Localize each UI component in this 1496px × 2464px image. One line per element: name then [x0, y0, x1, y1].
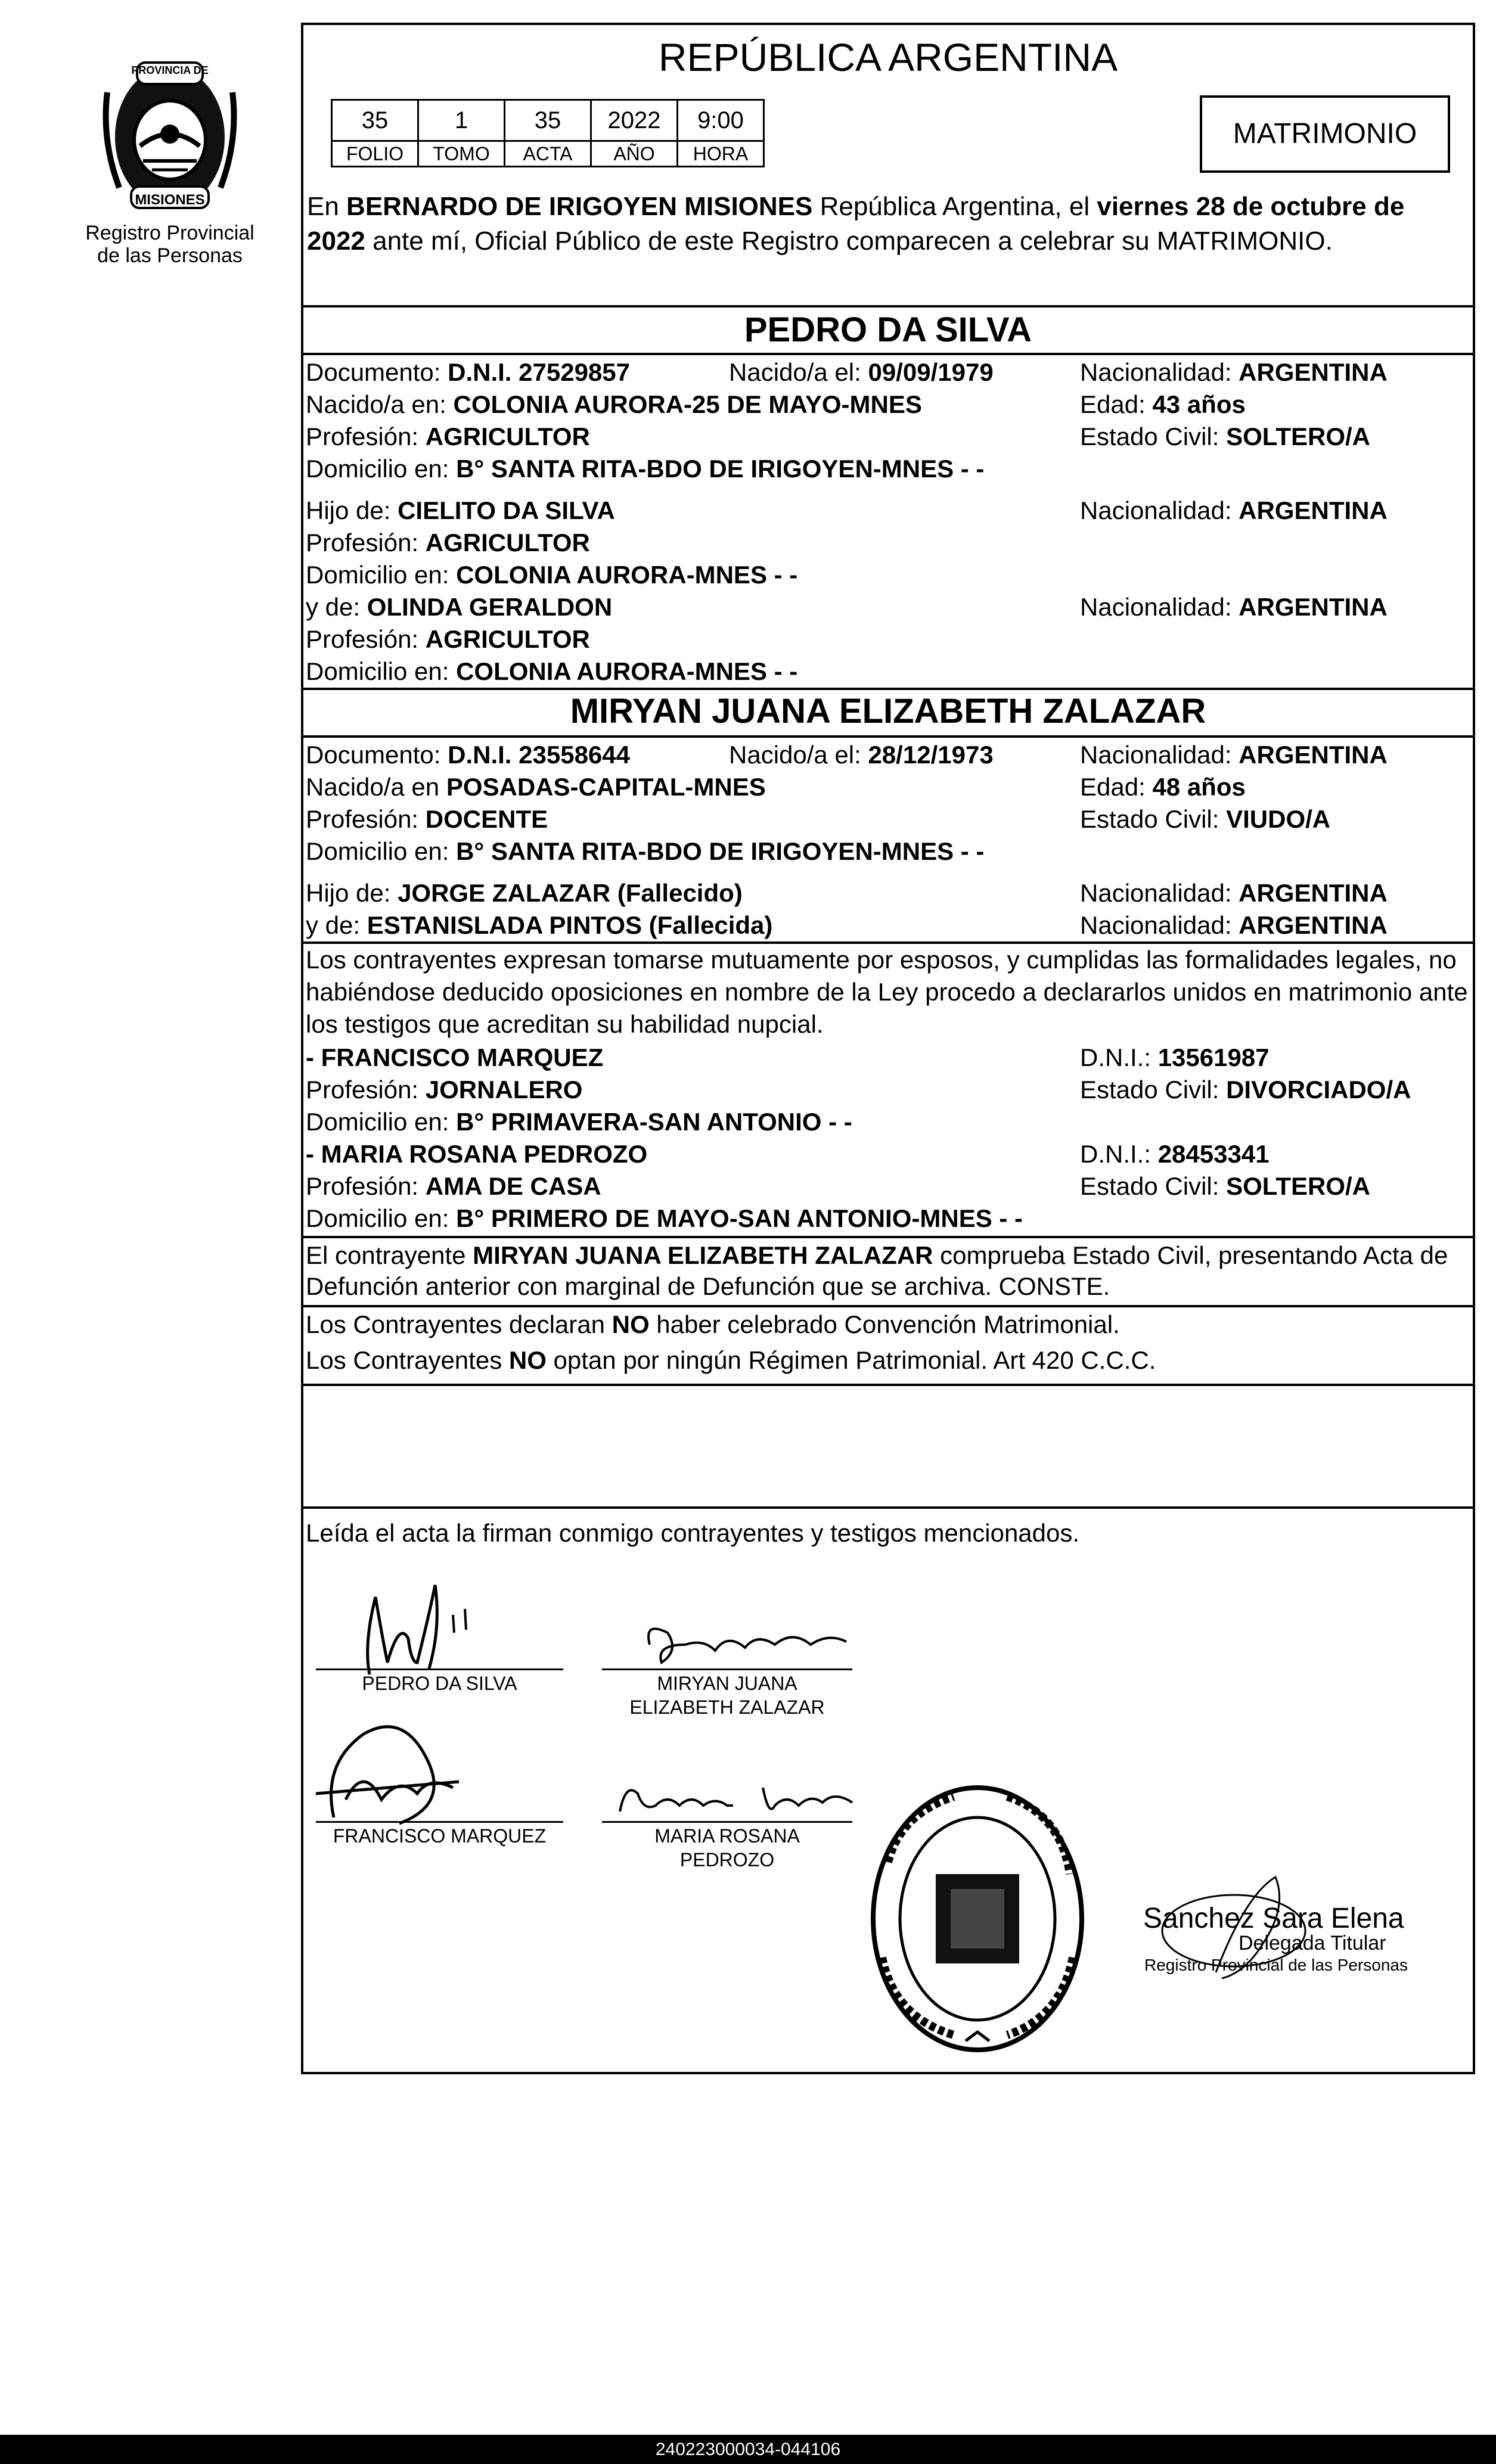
- bride-nationality: Nacionalidad: ARGENTINA: [1080, 741, 1388, 769]
- groom-mother-address: Domicilio en: COLONIA AURORA-MNES - -: [306, 657, 798, 685]
- registry-name-line1: Registro Provincial: [85, 222, 254, 244]
- page-title: REPÚBLICA ARGENTINA: [658, 35, 1118, 79]
- official-stamp: [864, 1779, 1091, 2059]
- document-barcode-id: 240223000034-044106: [0, 2435, 1496, 2464]
- acta-label: ACTA: [505, 141, 591, 167]
- groom-civil-status: Estado Civil: SOLTERO/A: [1080, 422, 1370, 450]
- bride-civil-status: Estado Civil: VIUDO/A: [1080, 805, 1331, 833]
- note-line-1: El contrayente MIRYAN JUANA ELIZABETH ZALAZAR comprueba Estado Civil, presentando Acta de: [306, 1241, 1448, 1269]
- registry-seal-text-bottom: MISIONES: [135, 192, 205, 208]
- officer-role: Delegada Titular: [1239, 1932, 1386, 1955]
- witness-1-name: - FRANCISCO MARQUEZ: [306, 1043, 604, 1071]
- groom-mother-profession: Profesión: AGRICULTOR: [306, 625, 590, 653]
- regime-line-2: Los Contrayentes NO optan por ningún Régimen Patrimonial. Art 420 C.C.C.: [306, 1346, 1156, 1374]
- signature-name-2a: MIRYAN JUANA: [657, 1673, 797, 1694]
- closing-text: Leída el acta la firman conmigo contrayentes y testigos mencionados.: [306, 1519, 1080, 1547]
- bride-signature: [638, 1609, 864, 1674]
- witness-1-signature: [310, 1716, 483, 1835]
- groom-father-address: Domicilio en: COLONIA AURORA-MNES - -: [306, 561, 798, 589]
- note-line-2: Defunción anterior con marginal de Defunción que se archiva. CONSTE.: [306, 1272, 1110, 1300]
- groom-mother-nationality: Nacionalidad: ARGENTINA: [1080, 593, 1388, 621]
- bride-mother: y de: ESTANISLADA PINTOS (Fallecida): [306, 911, 773, 939]
- groom-birthplace: Nacido/a en: COLONIA AURORA-25 DE MAYO-MNES: [306, 390, 922, 418]
- witness-2-signature: [614, 1770, 876, 1829]
- bride-document: Documento: D.N.I. 23558644: [306, 741, 630, 769]
- signature-name-3: FRANCISCO MARQUEZ: [333, 1825, 547, 1847]
- declaration-line-2: habiéndose deducido oposiciones en nombre de la Ley procedo a declararlos unidos en matrimonio ante: [306, 978, 1468, 1006]
- groom-age: Edad: 43 años: [1080, 390, 1246, 418]
- bride-father-nationality: Nacionalidad: ARGENTINA: [1080, 879, 1388, 907]
- groom-profession: Profesión: AGRICULTOR: [306, 422, 590, 450]
- bride-father: Hijo de: JORGE ZALAZAR (Fallecido): [306, 879, 743, 907]
- tomo-label: TOMO: [418, 141, 505, 167]
- hora-label: HORA: [678, 141, 764, 167]
- witness-1-civil-status: Estado Civil: DIVORCIADO/A: [1080, 1076, 1411, 1104]
- registry-name-line2: de las Personas: [97, 244, 243, 267]
- bride-birthplace: Nacido/a en POSADAS-CAPITAL-MNES: [306, 773, 766, 801]
- witness-2-address: Domicilio en: B° PRIMERO DE MAYO-SAN ANTONIO-MNES - -: [306, 1204, 1023, 1232]
- declaration-line-1: Los contrayentes expresan tomarse mutuamente por esposos, y cumplidas las formalidades legales, no: [306, 946, 1457, 974]
- bride-age: Edad: 48 años: [1080, 773, 1246, 801]
- bride-address: Domicilio en: B° SANTA RITA-BDO DE IRIGOYEN-MNES - -: [306, 837, 985, 865]
- acta-value: 35: [505, 100, 591, 141]
- witness-2-name: - MARIA ROSANA PEDROZO: [306, 1140, 648, 1168]
- groom-father: Hijo de: CIELITO DA SILVA: [306, 496, 615, 524]
- hora-value: 9:00: [678, 100, 764, 141]
- bride-name-header: MIRYAN JUANA ELIZABETH ZALAZAR: [570, 692, 1206, 731]
- regime-line-1: Los Contrayentes declaran NO haber celebrado Convención Matrimonial.: [306, 1310, 1120, 1338]
- witness-1-address: Domicilio en: B° PRIMAVERA-SAN ANTONIO - -: [306, 1108, 852, 1136]
- signature-name-1: PEDRO DA SILVA: [362, 1673, 517, 1694]
- witness-2-profession: Profesión: AMA DE CASA: [306, 1172, 601, 1200]
- intro-line-1: En BERNARDO DE IRIGOYEN MISIONES República Argentina, el viernes 28 de octubre de: [307, 192, 1405, 221]
- officer-name: Sanchez Sara Elena: [1143, 1903, 1404, 1934]
- groom-father-nationality: Nacionalidad: ARGENTINA: [1080, 496, 1388, 524]
- groom-signature: [352, 1579, 483, 1680]
- bride-mother-nationality: Nacionalidad: ARGENTINA: [1080, 911, 1388, 939]
- act-type-box: MATRIMONIO: [1200, 95, 1450, 173]
- anio-value: 2022: [591, 100, 678, 141]
- record-table: [331, 99, 765, 167]
- groom-father-profession: Profesión: AGRICULTOR: [306, 529, 590, 557]
- witness-2-dni: D.N.I.: 28453341: [1080, 1140, 1270, 1168]
- groom-nationality: Nacionalidad: ARGENTINA: [1080, 358, 1388, 386]
- bride-birthdate: Nacido/a el: 28/12/1973: [729, 741, 994, 769]
- bride-profession: Profesión: DOCENTE: [306, 805, 548, 833]
- intro-line-2: 2022 ante mí, Oficial Público de este Registro comparecen a celebrar su MATRIMONIO.: [307, 226, 1333, 256]
- folio-value: 35: [332, 100, 418, 141]
- groom-document: Documento: D.N.I. 27529857: [306, 358, 630, 386]
- signature-name-4a: MARIA ROSANA: [654, 1825, 800, 1847]
- officer-org: Registro Provincial de las Personas: [1144, 1956, 1408, 1974]
- signature-name-2b: ELIZABETH ZALAZAR: [629, 1696, 825, 1718]
- groom-birthdate: Nacido/a el: 09/09/1979: [729, 358, 994, 386]
- anio-label: AÑO: [591, 141, 678, 167]
- groom-name-header: PEDRO DA SILVA: [744, 310, 1032, 349]
- declaration-line-3: los testigos que acreditan su habilidad nupcial.: [306, 1010, 824, 1038]
- folio-label: FOLIO: [332, 141, 418, 167]
- signature-name-4b: PEDROZO: [679, 1849, 775, 1870]
- witness-2-civil-status: Estado Civil: SOLTERO/A: [1080, 1172, 1370, 1200]
- witness-1-profession: Profesión: JORNALERO: [306, 1076, 583, 1104]
- witness-1-dni: D.N.I.: 13561987: [1080, 1043, 1270, 1071]
- registry-seal-text-top: PROVINCIA DE: [131, 64, 209, 76]
- tomo-value: 1: [418, 100, 505, 141]
- groom-mother: y de: OLINDA GERALDON: [306, 593, 613, 621]
- groom-address: Domicilio en: B° SANTA RITA-BDO DE IRIGOYEN-MNES - -: [306, 455, 985, 483]
